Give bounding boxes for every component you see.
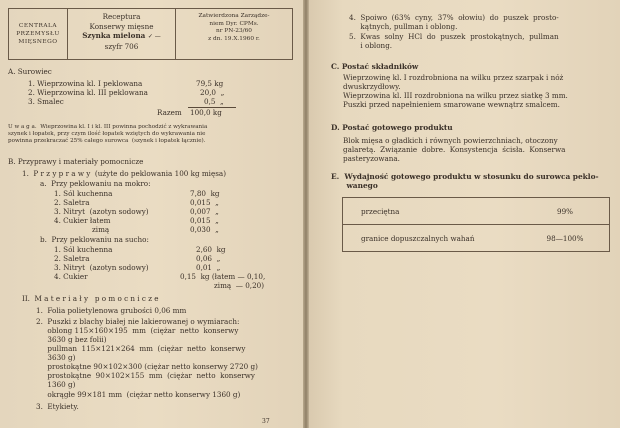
wet-item: 2. Saletra bbox=[54, 198, 90, 207]
b1-heading: 1. P r z y p r a w y (użyte do peklowania 100 kg mięsa) bbox=[22, 169, 227, 178]
book-gutter bbox=[303, 0, 309, 428]
raw-item: 1. Wieprzowina kl. I peklowana bbox=[28, 79, 143, 88]
approval-line: Zatwierdzona Zarządze- bbox=[198, 13, 270, 19]
d-text-line: pasteryzowana. bbox=[343, 154, 400, 163]
table-row bbox=[343, 224, 609, 251]
dry-value: 2,60 kg bbox=[196, 245, 226, 254]
d-text-line: Blok mięsa o gładkich i równych powierzchniach, otoczony bbox=[343, 136, 558, 145]
dry-value: zimą — 0,20) bbox=[214, 281, 265, 290]
material-line: 1360 g) bbox=[36, 380, 76, 389]
table-row bbox=[343, 198, 609, 224]
wet-item: 3. Nitryt (azotyn sodowy) bbox=[54, 207, 149, 216]
recipe-product-name bbox=[68, 31, 175, 42]
recipe-line: Konserwy mięsne bbox=[89, 21, 154, 31]
raw-item: 3. Smalec bbox=[28, 97, 64, 106]
yield-value: 99% bbox=[557, 206, 573, 216]
wet-value: 0,015 „ bbox=[190, 216, 219, 225]
section-e-heading-cont: wanego bbox=[331, 181, 378, 190]
material-line: 2. Puszki z blachy białej nie lakierowanej o wymiarach: bbox=[36, 317, 240, 326]
header-org bbox=[9, 9, 68, 59]
org-line: MIĘSNEGO bbox=[18, 39, 58, 45]
yield-label: granice dopuszczalnych wahań bbox=[361, 233, 475, 243]
dry-item: 1. Sól kuchenna bbox=[54, 245, 113, 254]
dry-value: 0,01 „ bbox=[196, 263, 221, 272]
wet-item: zimą bbox=[92, 225, 110, 234]
item-line: 4. Spoiwo (63% cyny, 37% ołowiu) do puszek prosto- bbox=[349, 13, 559, 22]
material-line: 1. Folia polietylenowa grubości 0,06 mm bbox=[36, 306, 187, 315]
wet-item: 1. Sól kuchenna bbox=[54, 189, 113, 198]
recipe-header-box bbox=[8, 8, 293, 60]
recipe-line: Receptura bbox=[102, 12, 141, 21]
wet-value: 0,007 „ bbox=[190, 207, 219, 216]
b1a-heading: a. Przy peklowaniu na mokro: bbox=[40, 179, 151, 188]
section-d-heading: D. Postać gotowego produktu bbox=[331, 123, 453, 132]
item-line: i oblong. bbox=[349, 41, 393, 50]
section-a-heading: A. Surowiec bbox=[8, 67, 52, 76]
c-text-line: Wieprzowinę kl. I rozdrobniona na wilku przez szarpak i nóż bbox=[343, 73, 564, 82]
approval-line: nr PN-23/60 bbox=[216, 28, 252, 35]
yield-value: 98—100% bbox=[546, 233, 584, 243]
c-text-line: Wieprzowina kl. III rozdrobniona na wilku przez siatkę 3 mm. bbox=[343, 91, 568, 100]
header-approval bbox=[176, 9, 292, 59]
org-line: PRZEMYSŁU bbox=[16, 31, 60, 37]
note-line: szynek i łopatek, przy czym ilość łopatek wziętych do wykrawania nie bbox=[8, 131, 206, 137]
total-label: Razem bbox=[157, 108, 182, 117]
b1b-heading: b. Przy peklowaniu na sucho: bbox=[40, 235, 149, 244]
material-line: prostokątne 90×102×300 (ciężar netto konserwy 2720 g) bbox=[36, 362, 258, 371]
item-line: kątnych, pullman i oblong. bbox=[349, 22, 458, 31]
raw-value: 0,5 „ bbox=[204, 97, 224, 106]
org-line: CENTRALA bbox=[18, 23, 58, 29]
materials-heading: II. M a t e r i a ł y p o m o c n i c z e bbox=[22, 294, 159, 303]
approval-line: niem Dyr. CPMs. bbox=[209, 20, 259, 27]
yield-table bbox=[342, 197, 610, 252]
yield-label: przeciętna bbox=[361, 206, 400, 216]
recipe-code: szyfr 706 bbox=[104, 41, 139, 51]
note-line: U w a g a. Wieprzowina kl. I i kl. III powinna pochodzić z wykrawania bbox=[8, 124, 208, 130]
section-c-heading: C. Postać składników bbox=[331, 62, 419, 71]
raw-value: 20,0 „ bbox=[200, 88, 225, 97]
recipe-line: Szynka mielona bbox=[82, 31, 146, 40]
note-line: powinna przekraczać 25% całego surowca (szynek i łopatek łącznie). bbox=[8, 138, 206, 144]
wet-value: 0,030 „ bbox=[190, 225, 219, 234]
d-text-line: galaretą. Związanie dobre. Konsystencja ścisła. Konserwa bbox=[343, 145, 566, 154]
material-line: okrągłe 99×181 mm (ciężar netto konserwy 1360 g) bbox=[36, 390, 241, 399]
material-line: oblong 115×160×195 mm (ciężar netto konserwy bbox=[36, 326, 239, 335]
material-line: prostokątne 90×102×155 mm (ciężar netto konserwy bbox=[36, 371, 255, 380]
raw-item: 2. Wieprzowina kl. III peklowana bbox=[28, 88, 148, 97]
material-line: pullman 115×121×264 mm (ciężar netto konserwy bbox=[36, 344, 246, 353]
checkmark-annotation: ✓ — bbox=[147, 33, 161, 40]
header-recipe bbox=[68, 9, 176, 59]
section-b-heading: B. Przyprawy i materiały pomocnicze bbox=[8, 157, 144, 166]
material-line: 3630 g bez folii) bbox=[36, 335, 107, 344]
dry-value: 0,06 „ bbox=[196, 254, 221, 263]
item-line: 5. Kwas solny HCl do puszek prostokątnych, pullman bbox=[349, 32, 559, 41]
wet-value: 7,80 kg bbox=[190, 189, 220, 198]
dry-item: 2. Saletra bbox=[54, 254, 90, 263]
c-text-line: dwuskrzydłowy. bbox=[343, 82, 401, 91]
section-e-heading: E. Wydajność gotowego produktu w stosunku do surowca peklo- bbox=[331, 172, 599, 181]
dry-value: 0,15 kg (łatem — 0,10, bbox=[180, 272, 266, 281]
raw-value: 79,5 kg bbox=[196, 79, 224, 88]
material-line: 3. Etykiety. bbox=[36, 402, 79, 411]
left-page bbox=[0, 0, 305, 428]
approval-line: z dn. 19.X.1960 r. bbox=[208, 35, 260, 42]
total-value: 100,0 kg bbox=[190, 108, 222, 117]
wet-value: 0,015 „ bbox=[190, 198, 219, 207]
c-text-line: Puszki przed napełnieniem smarowane wewnątrz smalcem. bbox=[343, 100, 560, 109]
wet-item: 4. Cukier łatem bbox=[54, 216, 111, 225]
dry-item: 3. Nitryt (azotyn sodowy) bbox=[54, 263, 149, 272]
dry-item: 4. Cukier bbox=[54, 272, 88, 281]
material-line: 3630 g) bbox=[36, 353, 76, 362]
page-number: 37 bbox=[262, 418, 270, 425]
